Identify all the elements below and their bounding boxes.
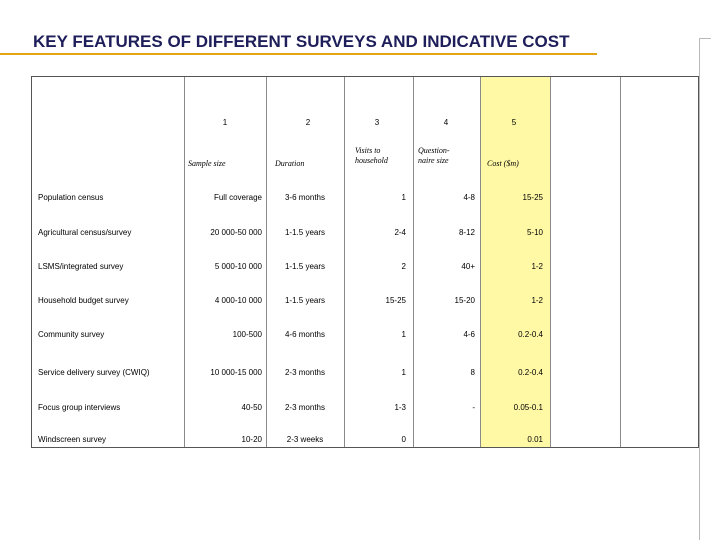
header-questionnaire-line2: naire size: [418, 156, 449, 165]
duration-value: 2-3 weeks: [286, 435, 324, 444]
visits-value: 2: [401, 262, 406, 271]
questionnaire-value: 15-20: [454, 296, 475, 305]
survey-name: Windscreen survey: [38, 435, 107, 444]
duration-value: 2-3 months: [284, 403, 326, 412]
survey-name: LSMS/integrated survey: [38, 262, 124, 271]
header-visits-line2: household: [355, 156, 388, 165]
cost-value: 0.2-0.4: [518, 368, 543, 377]
cost-value: 0.05-0.1: [513, 403, 543, 412]
sample-size-value: 10-20: [241, 435, 262, 444]
duration-value: 3-6 months: [284, 193, 326, 202]
column-divider: [184, 77, 185, 447]
sample-size-value: Full coverage: [213, 193, 262, 202]
sample-size-value: 100-500: [232, 330, 262, 339]
duration-value: 2-3 months: [284, 368, 326, 377]
column-number-2: 2: [305, 118, 311, 127]
column-divider: [266, 77, 267, 447]
title-underline: [0, 53, 597, 55]
cost-value: 1-2: [531, 262, 543, 271]
right-divider-cap: [699, 38, 711, 39]
duration-value: 1-1.5 years: [284, 296, 326, 305]
cost-value: 0.2-0.4: [518, 330, 543, 339]
visits-value: 1: [401, 368, 406, 377]
questionnaire-value: 8: [470, 368, 475, 377]
column-number-5: 5: [511, 118, 517, 127]
right-divider: [699, 38, 700, 540]
column-number-1: 1: [222, 118, 228, 127]
questionnaire-value: -: [472, 403, 475, 412]
visits-value: 1-3: [394, 403, 406, 412]
column-divider: [344, 77, 345, 447]
questionnaire-value: 40+: [461, 262, 475, 271]
column-number-3: 3: [374, 118, 380, 127]
cost-value: 15-25: [522, 193, 543, 202]
page-title: KEY FEATURES OF DIFFERENT SURVEYS AND INDICATIVE COST: [33, 32, 570, 51]
visits-value: 15-25: [385, 296, 406, 305]
column-divider: [620, 77, 621, 447]
cost-value: 1-2: [531, 296, 543, 305]
column-divider: [480, 77, 481, 447]
visits-value: 0: [401, 435, 406, 444]
questionnaire-value: 4-6: [463, 330, 475, 339]
survey-name: Household budget survey: [38, 296, 129, 305]
questionnaire-value: 4-8: [463, 193, 475, 202]
survey-name: Service delivery survey (CWIQ): [38, 368, 150, 377]
header-sample-size: Sample size: [188, 159, 226, 168]
survey-name: Population census: [38, 193, 104, 202]
sample-size-value: 4 000-10 000: [214, 296, 262, 305]
header-questionnaire-line1: Question-: [418, 146, 450, 155]
cost-value: 0.01: [527, 435, 543, 444]
column-divider: [413, 77, 414, 447]
visits-value: 1: [401, 330, 406, 339]
cost-value: 5-10: [526, 228, 543, 237]
duration-value: 1-1.5 years: [284, 228, 326, 237]
survey-name: Agricultural census/survey: [38, 228, 132, 237]
survey-name: Focus group interviews: [38, 403, 121, 412]
duration-value: 4-6 months: [284, 330, 326, 339]
column-number-4: 4: [443, 118, 449, 127]
questionnaire-value: 8-12: [458, 228, 475, 237]
header-cost: Cost ($m): [487, 159, 519, 168]
visits-value: 1: [401, 193, 406, 202]
sample-size-value: 5 000-10 000: [214, 262, 262, 271]
sample-size-value: 40-50: [241, 403, 262, 412]
visits-value: 2-4: [394, 228, 406, 237]
header-visits-line1: Visits to: [355, 146, 381, 155]
sample-size-value: 10 000-15 000: [210, 368, 262, 377]
survey-name: Community survey: [38, 330, 105, 339]
header-duration: Duration: [275, 159, 305, 168]
column-divider: [550, 77, 551, 447]
duration-value: 1-1.5 years: [284, 262, 326, 271]
sample-size-value: 20 000-50 000: [210, 228, 262, 237]
